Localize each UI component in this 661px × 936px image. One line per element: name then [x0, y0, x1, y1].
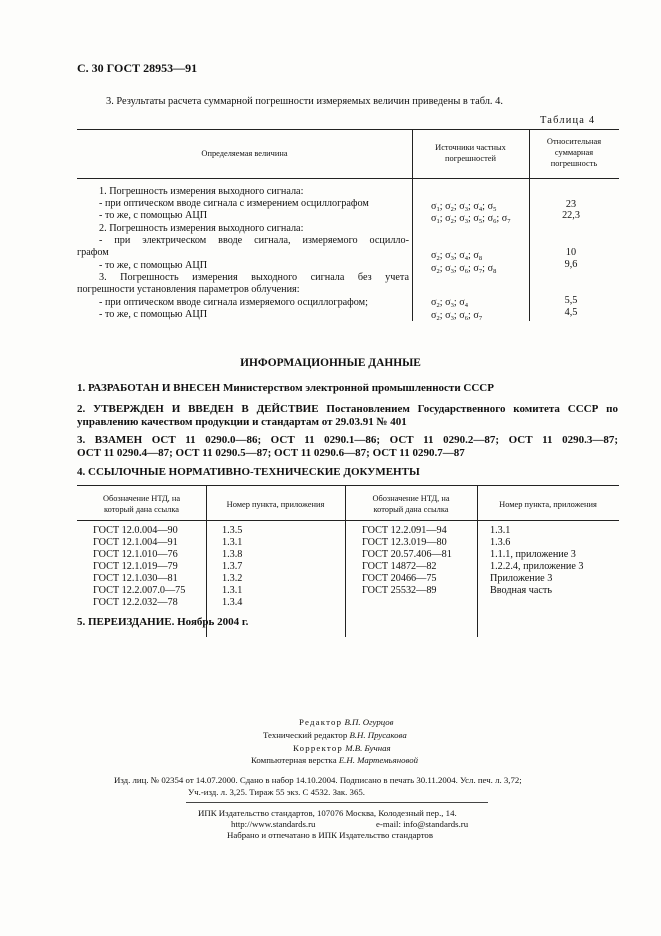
table4-row-text: 1. Погрешность измерения выходного сигнала: [99, 186, 304, 197]
ref-item: 1.2.2.4, приложение 3 [490, 561, 584, 572]
ref-item: 1.3.1 [222, 537, 243, 548]
table4-row-sources: $\sigma_2$; $\sigma_3$; $\sigma_4$; $\sigma_8$ [431, 250, 483, 262]
ref-doc: ГОСТ 12.2.032—78 [93, 597, 178, 608]
ref-doc: ГОСТ 20466—75 [362, 573, 437, 584]
table4-row-text: - при электрическом вводе сигнала, измеряемого осцилло- [99, 235, 409, 246]
ref-item: 1.3.1 [222, 585, 243, 596]
refs-header-designation: Обозначение НТД, на который дана ссылка [102, 494, 181, 514]
credit-layout: Компьютерная верстка Е.Н. Мартемьяновой [251, 755, 419, 765]
info-item-3: 3. ВЗАМЕН ОСТ 11 0290.0—86; ОСТ 11 0290.1—86; ОСТ 11 0290.2—87; ОСТ 11 0290.3—87; [77, 434, 618, 446]
publisher-email[interactable]: e-mail: info@standards.ru [376, 819, 469, 829]
info-item-3-cont: ОСТ 11 0290.4—87; ОСТ 11 0290.5—87; ОСТ 11 0290.6—87; ОСТ 11 0290.7—87 [77, 447, 465, 459]
page-header: С. 30 ГОСТ 28953—91 [77, 61, 198, 75]
ref-doc: ГОСТ 12.0.004—90 [93, 525, 178, 536]
imprint-line-1: Изд. лиц. № 02354 от 14.07.2000. Сдано в набор 14.10.2004. Подписано в печать 30.11.2004. Усл. печ. л. 3,72; [114, 775, 522, 785]
ref-item: Вводная часть [490, 585, 552, 596]
table4-row-value: 5,5 [564, 295, 578, 306]
ref-item: Приложение 3 [490, 573, 553, 584]
table4-row-value: 10 [565, 247, 577, 258]
ref-doc: ГОСТ 12.2.091—94 [362, 525, 447, 536]
ref-doc: ГОСТ 12.1.019—79 [93, 561, 178, 572]
table4-row-sources: $\sigma_2$; $\sigma_3$; $\sigma_4$ [431, 297, 469, 309]
credit-editor: Редактор В.П. Огурцов [299, 717, 394, 727]
table4-row-text: - то же, с помощью АЦП [99, 260, 208, 271]
table4-row-value: 23 [565, 199, 577, 210]
ref-doc: ГОСТ 20.57.406—81 [362, 549, 452, 560]
ref-item: 1.3.6 [490, 537, 511, 548]
ref-doc: ГОСТ 12.1.030—81 [93, 573, 178, 584]
credit-tech-editor: Технический редактор В.Н. Прусакова [263, 730, 407, 740]
info-item-2-cont: управлению качеством продукции и стандартам от 29.03.91 № 401 [77, 416, 407, 428]
ref-item: 1.3.4 [222, 597, 243, 608]
ref-item: 1.3.1 [490, 525, 511, 536]
refs-header-designation-2: Обозначение НТД, на который дана ссылка [372, 494, 450, 514]
table4-row-sources: $\sigma_1$; $\sigma_2$; $\sigma_3$; $\sigma_5$; $\sigma_6$; $\sigma_7$ [431, 213, 511, 225]
refs-header-item-2: Номер пункта, приложения [499, 500, 597, 509]
table4-row-sources: $\sigma_1$; $\sigma_2$; $\sigma_3$; $\sigma_4$; $\sigma_5$ [431, 201, 497, 213]
table4-col3-header: Относительная суммарная погрешность [546, 137, 602, 168]
imprint-divider [186, 802, 488, 803]
ref-item: 1.3.5 [222, 525, 243, 536]
info-title: ИНФОРМАЦИОННЫЕ ДАННЫЕ [240, 357, 421, 369]
ref-doc: ГОСТ 12.1.010—76 [93, 549, 178, 560]
intro-paragraph: 3. Результаты расчета суммарной погрешности измеряемых величин приведены в табл. 4. [106, 96, 503, 107]
publisher-address: ИПК Издательство стандартов, 107076 Москва, Колодезный пер., 14. [198, 808, 457, 818]
table4-row-value: 9,6 [564, 259, 578, 270]
ref-doc: ГОСТ 12.3.019—80 [362, 537, 447, 548]
publisher-url[interactable]: http://www.standards.ru [231, 819, 316, 829]
table4-row-text: - то же, с помощью АЦП [99, 309, 208, 320]
table4-row-sources: $\sigma_2$; $\sigma_3$; $\sigma_6$; $\sigma_7$ [431, 310, 483, 322]
ref-doc: ГОСТ 14872—82 [362, 561, 437, 572]
table4-row-text: - при оптическом вводе сигнала измеряемого осциллографом; [99, 297, 368, 308]
publisher-printed: Набрано и отпечатано в ИПК Издательство стандартов [227, 830, 433, 840]
table4-row-text: графом [77, 247, 109, 258]
table4-row-text: 3. Погрешность измерения выходного сигнала без учета [99, 272, 409, 283]
table4-col1-header: Определяемая величина [201, 149, 288, 158]
table4-row-value: 4,5 [564, 307, 578, 318]
info-item-1: 1. РАЗРАБОТАН И ВНЕСЕН Министерством электронной промышленности СССР [77, 382, 494, 394]
table4-col2-header: Источники частных погрешностей [435, 143, 506, 163]
info-item-2: 2. УТВЕРЖДЕН И ВВЕДЕН В ДЕЙСТВИЕ Постановлением Государственного комитета СССР по [77, 403, 619, 415]
table4-row-text: погрешности установления параметров облучения: [77, 284, 300, 295]
info-item-4: 4. ССЫЛОЧНЫЕ НОРМАТИВНО-ТЕХНИЧЕСКИЕ ДОКУМЕНТЫ [77, 466, 420, 478]
ref-doc: ГОСТ 12.2.007.0—75 [93, 585, 186, 596]
ref-item: 1.3.2 [222, 573, 243, 584]
table4-caption: Таблица 4 [540, 115, 596, 126]
table4-row-text: - то же, с помощью АЦП [99, 210, 208, 221]
ref-item: 1.1.1, приложение 3 [490, 549, 576, 560]
imprint-line-2: Уч.-изд. л. 3,25. Тираж 55 экз. С 4532. Зак. 365. [188, 787, 365, 797]
ref-item: 1.3.8 [222, 549, 243, 560]
ref-item: 1.3.7 [222, 561, 243, 572]
table4-row-text: 2. Погрешность измерения выходного сигнала: [99, 223, 304, 234]
ref-doc: ГОСТ 25532—89 [362, 585, 437, 596]
table4-row-text: - при оптическом вводе сигнала с измерением осциллографом [99, 198, 369, 209]
ref-doc: ГОСТ 12.1.004—91 [93, 537, 178, 548]
table4-row-value: 22,3 [562, 210, 580, 221]
info-item-5: 5. ПЕРЕИЗДАНИЕ. Ноябрь 2004 г. [77, 616, 249, 628]
refs-header-item: Номер пункта, приложения [226, 500, 325, 509]
table4-row-sources: $\sigma_2$; $\sigma_3$; $\sigma_6$; $\sigma_7$; $\sigma_8$ [431, 263, 497, 275]
credit-corrector: Корректор М.В. Бучная [293, 743, 391, 753]
